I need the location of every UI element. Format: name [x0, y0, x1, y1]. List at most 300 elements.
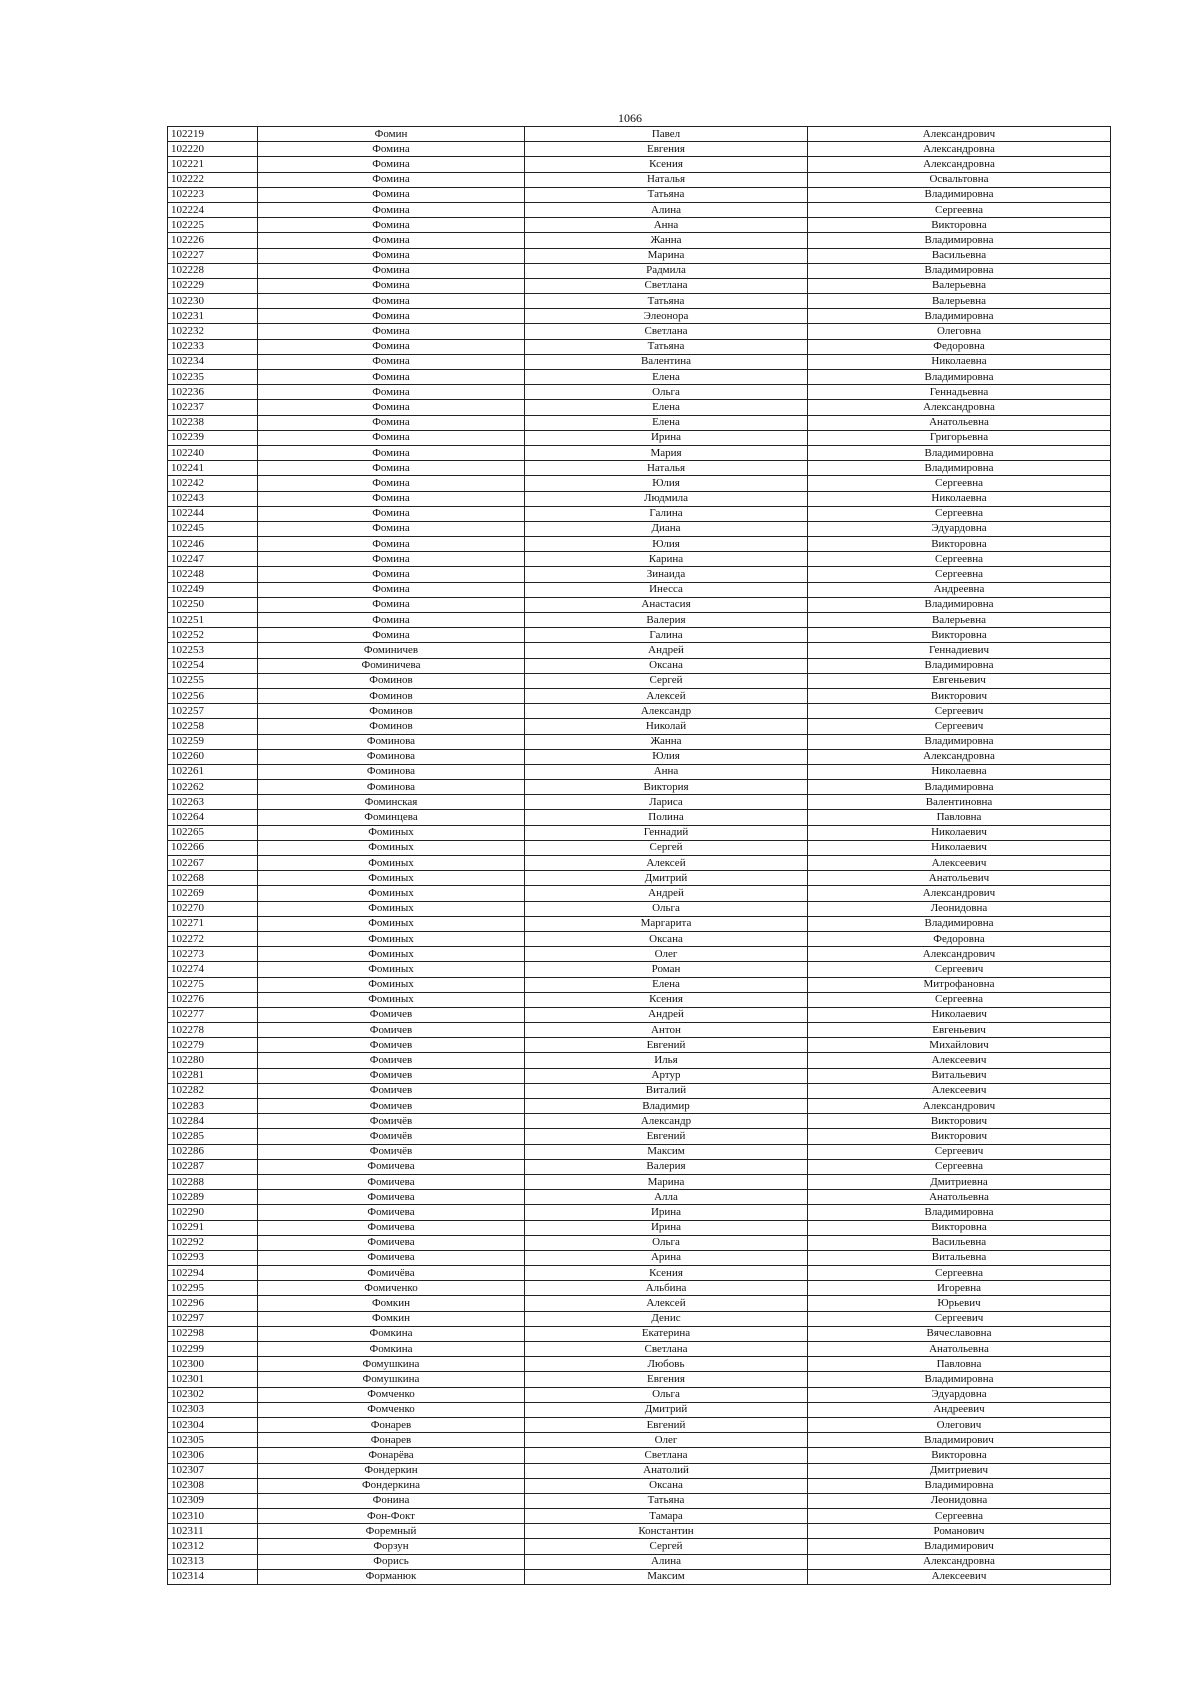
- record-number-cell: 102291: [168, 1220, 258, 1235]
- table-row: [168, 1342, 1111, 1357]
- table-row: [168, 157, 1111, 172]
- table-row: [168, 491, 1111, 506]
- patronymic-cell: Викторовна: [808, 218, 1111, 233]
- patronymic-cell: Владимировна: [808, 445, 1111, 460]
- first-name-cell: Марина: [525, 1174, 808, 1189]
- record-number-cell: 102231: [168, 309, 258, 324]
- record-number-cell: 102267: [168, 856, 258, 871]
- surname-cell: Фомина: [258, 400, 525, 415]
- record-number-cell: 102288: [168, 1174, 258, 1189]
- record-number-cell: 102229: [168, 278, 258, 293]
- record-number-cell: 102237: [168, 400, 258, 415]
- first-name-cell: Жанна: [525, 734, 808, 749]
- patronymic-cell: Александровна: [808, 157, 1111, 172]
- record-number-cell: 102293: [168, 1250, 258, 1265]
- record-number-cell: 102283: [168, 1099, 258, 1114]
- table-row: [168, 202, 1111, 217]
- table-row: [168, 1281, 1111, 1296]
- record-number-cell: 102234: [168, 354, 258, 369]
- record-number-cell: 102308: [168, 1478, 258, 1493]
- patronymic-cell: Михайлович: [808, 1038, 1111, 1053]
- surname-cell: Фоминых: [258, 901, 525, 916]
- table-row: [168, 1083, 1111, 1098]
- record-number-cell: 102302: [168, 1387, 258, 1402]
- table-row: [168, 992, 1111, 1007]
- surname-cell: Фомина: [258, 263, 525, 278]
- surname-cell: Фоминых: [258, 871, 525, 886]
- first-name-cell: Наталья: [525, 172, 808, 187]
- surname-cell: Фомичев: [258, 1068, 525, 1083]
- surname-cell: Фомина: [258, 476, 525, 491]
- record-number-cell: 102270: [168, 901, 258, 916]
- first-name-cell: Елена: [525, 977, 808, 992]
- patronymic-cell: Сергеевна: [808, 1159, 1111, 1174]
- first-name-cell: Наталья: [525, 461, 808, 476]
- first-name-cell: Ольга: [525, 1387, 808, 1402]
- surname-cell: Фон-Фокт: [258, 1509, 525, 1524]
- record-number-cell: 102263: [168, 795, 258, 810]
- first-name-cell: Лариса: [525, 795, 808, 810]
- record-number-cell: 102250: [168, 597, 258, 612]
- surname-cell: Фонарёва: [258, 1448, 525, 1463]
- surname-cell: Фомичева: [258, 1205, 525, 1220]
- table-row: [168, 142, 1111, 157]
- record-number-cell: 102240: [168, 445, 258, 460]
- surname-cell: Фоминичев: [258, 643, 525, 658]
- record-number-cell: 102284: [168, 1114, 258, 1129]
- surname-cell: Фоминых: [258, 916, 525, 931]
- table-row: [168, 1569, 1111, 1584]
- surname-cell: Фондеркин: [258, 1463, 525, 1478]
- first-name-cell: Евгений: [525, 1129, 808, 1144]
- table-row: [168, 825, 1111, 840]
- table-row: [168, 233, 1111, 248]
- table-row: [168, 1539, 1111, 1554]
- surname-cell: Фомина: [258, 567, 525, 582]
- first-name-cell: Оксана: [525, 658, 808, 673]
- first-name-cell: Евгений: [525, 1038, 808, 1053]
- surname-cell: Фомичёв: [258, 1129, 525, 1144]
- first-name-cell: Алла: [525, 1190, 808, 1205]
- first-name-cell: Сергей: [525, 840, 808, 855]
- record-number-cell: 102297: [168, 1311, 258, 1326]
- first-name-cell: Виталий: [525, 1083, 808, 1098]
- table-row: [168, 1357, 1111, 1372]
- first-name-cell: Елена: [525, 415, 808, 430]
- first-name-cell: Валерия: [525, 1159, 808, 1174]
- table-row: [168, 628, 1111, 643]
- table-row: [168, 1068, 1111, 1083]
- patronymic-cell: Александровна: [808, 142, 1111, 157]
- surname-cell: Фоминых: [258, 977, 525, 992]
- surname-cell: Фоминых: [258, 992, 525, 1007]
- table-row: [168, 1296, 1111, 1311]
- table-row: [168, 916, 1111, 931]
- patronymic-cell: Анатольевна: [808, 415, 1111, 430]
- patronymic-cell: Владимирович: [808, 1539, 1111, 1554]
- first-name-cell: Илья: [525, 1053, 808, 1068]
- patronymic-cell: Витальевна: [808, 1250, 1111, 1265]
- registry-table: [167, 126, 1111, 1585]
- record-number-cell: 102238: [168, 415, 258, 430]
- patronymic-cell: Алексеевич: [808, 1083, 1111, 1098]
- patronymic-cell: Анатольевна: [808, 1342, 1111, 1357]
- surname-cell: Фоминов: [258, 704, 525, 719]
- table-row: [168, 476, 1111, 491]
- surname-cell: Фомичева: [258, 1159, 525, 1174]
- surname-cell: Фоминова: [258, 734, 525, 749]
- record-number-cell: 102236: [168, 385, 258, 400]
- first-name-cell: Ирина: [525, 430, 808, 445]
- surname-cell: Фомина: [258, 142, 525, 157]
- record-number-cell: 102280: [168, 1053, 258, 1068]
- table-row: [168, 248, 1111, 263]
- table-row: [168, 218, 1111, 233]
- record-number-cell: 102233: [168, 339, 258, 354]
- record-number-cell: 102307: [168, 1463, 258, 1478]
- patronymic-cell: Владимировна: [808, 658, 1111, 673]
- first-name-cell: Роман: [525, 962, 808, 977]
- table-row: [168, 1099, 1111, 1114]
- surname-cell: Фомина: [258, 385, 525, 400]
- patronymic-cell: Васильевна: [808, 248, 1111, 263]
- table-row: [168, 977, 1111, 992]
- patronymic-cell: Викторовна: [808, 1448, 1111, 1463]
- first-name-cell: Константин: [525, 1524, 808, 1539]
- table-row: [168, 1372, 1111, 1387]
- patronymic-cell: Федоровна: [808, 931, 1111, 946]
- record-number-cell: 102300: [168, 1357, 258, 1372]
- table-row: [168, 901, 1111, 916]
- patronymic-cell: Владимировна: [808, 461, 1111, 476]
- record-number-cell: 102257: [168, 704, 258, 719]
- table-row: [168, 1433, 1111, 1448]
- table-row: [168, 1524, 1111, 1539]
- patronymic-cell: Александрович: [808, 127, 1111, 142]
- record-number-cell: 102221: [168, 157, 258, 172]
- surname-cell: Фомина: [258, 430, 525, 445]
- first-name-cell: Маргарита: [525, 916, 808, 931]
- record-number-cell: 102230: [168, 294, 258, 309]
- table-row: [168, 1129, 1111, 1144]
- first-name-cell: Тамара: [525, 1509, 808, 1524]
- patronymic-cell: Валерьевна: [808, 278, 1111, 293]
- surname-cell: Фомина: [258, 537, 525, 552]
- surname-cell: Фомина: [258, 172, 525, 187]
- first-name-cell: Павел: [525, 127, 808, 142]
- table-row: [168, 749, 1111, 764]
- surname-cell: Форемный: [258, 1524, 525, 1539]
- table-row: [168, 643, 1111, 658]
- patronymic-cell: Владимировна: [808, 309, 1111, 324]
- surname-cell: Фондеркина: [258, 1478, 525, 1493]
- patronymic-cell: Олеговна: [808, 324, 1111, 339]
- patronymic-cell: Владимировна: [808, 1478, 1111, 1493]
- patronymic-cell: Викторовна: [808, 628, 1111, 643]
- patronymic-cell: Валерьевна: [808, 294, 1111, 309]
- table-row: [168, 1053, 1111, 1068]
- first-name-cell: Валерия: [525, 613, 808, 628]
- surname-cell: Фоминова: [258, 780, 525, 795]
- patronymic-cell: Владимировна: [808, 916, 1111, 931]
- record-number-cell: 102259: [168, 734, 258, 749]
- patronymic-cell: Павловна: [808, 810, 1111, 825]
- first-name-cell: Оксана: [525, 931, 808, 946]
- patronymic-cell: Романович: [808, 1524, 1111, 1539]
- patronymic-cell: Эдуардовна: [808, 521, 1111, 536]
- record-number-cell: 102255: [168, 673, 258, 688]
- table-row: [168, 1174, 1111, 1189]
- first-name-cell: Геннадий: [525, 825, 808, 840]
- first-name-cell: Людмила: [525, 491, 808, 506]
- record-number-cell: 102299: [168, 1342, 258, 1357]
- patronymic-cell: Витальевич: [808, 1068, 1111, 1083]
- first-name-cell: Светлана: [525, 324, 808, 339]
- record-number-cell: 102304: [168, 1417, 258, 1432]
- record-number-cell: 102225: [168, 218, 258, 233]
- first-name-cell: Полина: [525, 810, 808, 825]
- record-number-cell: 102313: [168, 1554, 258, 1569]
- first-name-cell: Денис: [525, 1311, 808, 1326]
- first-name-cell: Олег: [525, 947, 808, 962]
- patronymic-cell: Викторович: [808, 688, 1111, 703]
- record-number-cell: 102242: [168, 476, 258, 491]
- table-row: [168, 1190, 1111, 1205]
- first-name-cell: Диана: [525, 521, 808, 536]
- table-row: [168, 1509, 1111, 1524]
- patronymic-cell: Андреевич: [808, 1402, 1111, 1417]
- record-number-cell: 102305: [168, 1433, 258, 1448]
- table-row: [168, 1493, 1111, 1508]
- first-name-cell: Олег: [525, 1433, 808, 1448]
- record-number-cell: 102303: [168, 1402, 258, 1417]
- first-name-cell: Евгения: [525, 142, 808, 157]
- table-row: [168, 1159, 1111, 1174]
- table-row: [168, 537, 1111, 552]
- record-number-cell: 102274: [168, 962, 258, 977]
- surname-cell: Фоминова: [258, 764, 525, 779]
- table-row: [168, 127, 1111, 142]
- patronymic-cell: Сергеевич: [808, 719, 1111, 734]
- record-number-cell: 102256: [168, 688, 258, 703]
- first-name-cell: Алексей: [525, 1296, 808, 1311]
- record-number-cell: 102228: [168, 263, 258, 278]
- surname-cell: Фомина: [258, 582, 525, 597]
- registry-table-body: [168, 127, 1111, 1585]
- first-name-cell: Арина: [525, 1250, 808, 1265]
- patronymic-cell: Николаевна: [808, 491, 1111, 506]
- surname-cell: Фоминых: [258, 962, 525, 977]
- table-row: [168, 1205, 1111, 1220]
- surname-cell: Фомичёва: [258, 1266, 525, 1281]
- table-row: [168, 1007, 1111, 1022]
- patronymic-cell: Митрофановна: [808, 977, 1111, 992]
- first-name-cell: Анатолий: [525, 1463, 808, 1478]
- table-row: [168, 1311, 1111, 1326]
- table-row: [168, 840, 1111, 855]
- surname-cell: Фомина: [258, 613, 525, 628]
- table-row: [168, 1463, 1111, 1478]
- table-row: [168, 1114, 1111, 1129]
- table-row: [168, 1250, 1111, 1265]
- table-row: [168, 795, 1111, 810]
- surname-cell: Фомина: [258, 628, 525, 643]
- surname-cell: Фомченко: [258, 1387, 525, 1402]
- patronymic-cell: Александрович: [808, 947, 1111, 962]
- record-number-cell: 102264: [168, 810, 258, 825]
- patronymic-cell: Евгеньевич: [808, 1023, 1111, 1038]
- surname-cell: Фомина: [258, 278, 525, 293]
- record-number-cell: 102253: [168, 643, 258, 658]
- table-row: [168, 886, 1111, 901]
- surname-cell: Фомина: [258, 445, 525, 460]
- first-name-cell: Карина: [525, 552, 808, 567]
- table-row: [168, 613, 1111, 628]
- patronymic-cell: Сергеевна: [808, 992, 1111, 1007]
- patronymic-cell: Владимировна: [808, 1372, 1111, 1387]
- patronymic-cell: Александрович: [808, 886, 1111, 901]
- first-name-cell: Максим: [525, 1569, 808, 1584]
- surname-cell: Фомичева: [258, 1250, 525, 1265]
- surname-cell: Фомичёв: [258, 1114, 525, 1129]
- patronymic-cell: Сергеевич: [808, 962, 1111, 977]
- surname-cell: Фомичева: [258, 1174, 525, 1189]
- record-number-cell: 102276: [168, 992, 258, 1007]
- first-name-cell: Дмитрий: [525, 871, 808, 886]
- first-name-cell: Зинаида: [525, 567, 808, 582]
- table-row: [168, 278, 1111, 293]
- record-number-cell: 102268: [168, 871, 258, 886]
- first-name-cell: Ксения: [525, 1266, 808, 1281]
- table-row: [168, 597, 1111, 612]
- patronymic-cell: Николаевич: [808, 825, 1111, 840]
- first-name-cell: Андрей: [525, 886, 808, 901]
- surname-cell: Фомина: [258, 370, 525, 385]
- record-number-cell: 102292: [168, 1235, 258, 1250]
- table-row: [168, 931, 1111, 946]
- record-number-cell: 102306: [168, 1448, 258, 1463]
- surname-cell: Фоминская: [258, 795, 525, 810]
- table-row: [168, 309, 1111, 324]
- surname-cell: Фомичева: [258, 1220, 525, 1235]
- table-row: [168, 400, 1111, 415]
- record-number-cell: 102220: [168, 142, 258, 157]
- patronymic-cell: Александровна: [808, 749, 1111, 764]
- surname-cell: Фомина: [258, 552, 525, 567]
- surname-cell: Фомина: [258, 354, 525, 369]
- surname-cell: Фомичев: [258, 1083, 525, 1098]
- first-name-cell: Светлана: [525, 1448, 808, 1463]
- first-name-cell: Ирина: [525, 1205, 808, 1220]
- first-name-cell: Татьяна: [525, 1493, 808, 1508]
- table-row: [168, 871, 1111, 886]
- table-row: [168, 1554, 1111, 1569]
- surname-cell: Фоминов: [258, 673, 525, 688]
- first-name-cell: Валентина: [525, 354, 808, 369]
- first-name-cell: Оксана: [525, 1478, 808, 1493]
- first-name-cell: Евгения: [525, 1372, 808, 1387]
- table-row: [168, 1417, 1111, 1432]
- first-name-cell: Алексей: [525, 856, 808, 871]
- first-name-cell: Николай: [525, 719, 808, 734]
- table-row: [168, 567, 1111, 582]
- patronymic-cell: Геннадьевна: [808, 385, 1111, 400]
- first-name-cell: Елена: [525, 370, 808, 385]
- first-name-cell: Альбина: [525, 1281, 808, 1296]
- patronymic-cell: Валентиновна: [808, 795, 1111, 810]
- first-name-cell: Максим: [525, 1144, 808, 1159]
- first-name-cell: Радмила: [525, 263, 808, 278]
- patronymic-cell: Сергеевич: [808, 1144, 1111, 1159]
- record-number-cell: 102314: [168, 1569, 258, 1584]
- record-number-cell: 102232: [168, 324, 258, 339]
- first-name-cell: Антон: [525, 1023, 808, 1038]
- first-name-cell: Ольга: [525, 1235, 808, 1250]
- record-number-cell: 102309: [168, 1493, 258, 1508]
- first-name-cell: Любовь: [525, 1357, 808, 1372]
- record-number-cell: 102277: [168, 1007, 258, 1022]
- first-name-cell: Светлана: [525, 278, 808, 293]
- patronymic-cell: Сергеевна: [808, 567, 1111, 582]
- surname-cell: Фомкин: [258, 1296, 525, 1311]
- surname-cell: Форись: [258, 1554, 525, 1569]
- patronymic-cell: Анатольевна: [808, 1190, 1111, 1205]
- record-number-cell: 102219: [168, 127, 258, 142]
- table-row: [168, 506, 1111, 521]
- surname-cell: Фомина: [258, 294, 525, 309]
- record-number-cell: 102244: [168, 506, 258, 521]
- patronymic-cell: Геннадиевич: [808, 643, 1111, 658]
- table-row: [168, 187, 1111, 202]
- first-name-cell: Анна: [525, 218, 808, 233]
- first-name-cell: Татьяна: [525, 187, 808, 202]
- surname-cell: Фомичева: [258, 1190, 525, 1205]
- table-row: [168, 263, 1111, 278]
- record-number-cell: 102301: [168, 1372, 258, 1387]
- first-name-cell: Галина: [525, 506, 808, 521]
- record-number-cell: 102261: [168, 764, 258, 779]
- patronymic-cell: Владимировна: [808, 263, 1111, 278]
- table-row: [168, 1387, 1111, 1402]
- first-name-cell: Ксения: [525, 992, 808, 1007]
- patronymic-cell: Сергеевна: [808, 476, 1111, 491]
- record-number-cell: 102252: [168, 628, 258, 643]
- surname-cell: Фоминичева: [258, 658, 525, 673]
- first-name-cell: Галина: [525, 628, 808, 643]
- patronymic-cell: Сергеевна: [808, 202, 1111, 217]
- record-number-cell: 102278: [168, 1023, 258, 1038]
- first-name-cell: Алексей: [525, 688, 808, 703]
- patronymic-cell: Вячеславовна: [808, 1326, 1111, 1341]
- first-name-cell: Алина: [525, 1554, 808, 1569]
- table-row: [168, 1144, 1111, 1159]
- surname-cell: Фомина: [258, 339, 525, 354]
- patronymic-cell: Андреевна: [808, 582, 1111, 597]
- table-row: [168, 1220, 1111, 1235]
- surname-cell: Фомченко: [258, 1402, 525, 1417]
- patronymic-cell: Алексеевич: [808, 1569, 1111, 1584]
- patronymic-cell: Владимировна: [808, 187, 1111, 202]
- record-number-cell: 102289: [168, 1190, 258, 1205]
- first-name-cell: Александр: [525, 704, 808, 719]
- table-row: [168, 521, 1111, 536]
- patronymic-cell: Викторович: [808, 1129, 1111, 1144]
- patronymic-cell: Федоровна: [808, 339, 1111, 354]
- surname-cell: Фомина: [258, 324, 525, 339]
- surname-cell: Фоминцева: [258, 810, 525, 825]
- first-name-cell: Жанна: [525, 233, 808, 248]
- surname-cell: Фомичева: [258, 1235, 525, 1250]
